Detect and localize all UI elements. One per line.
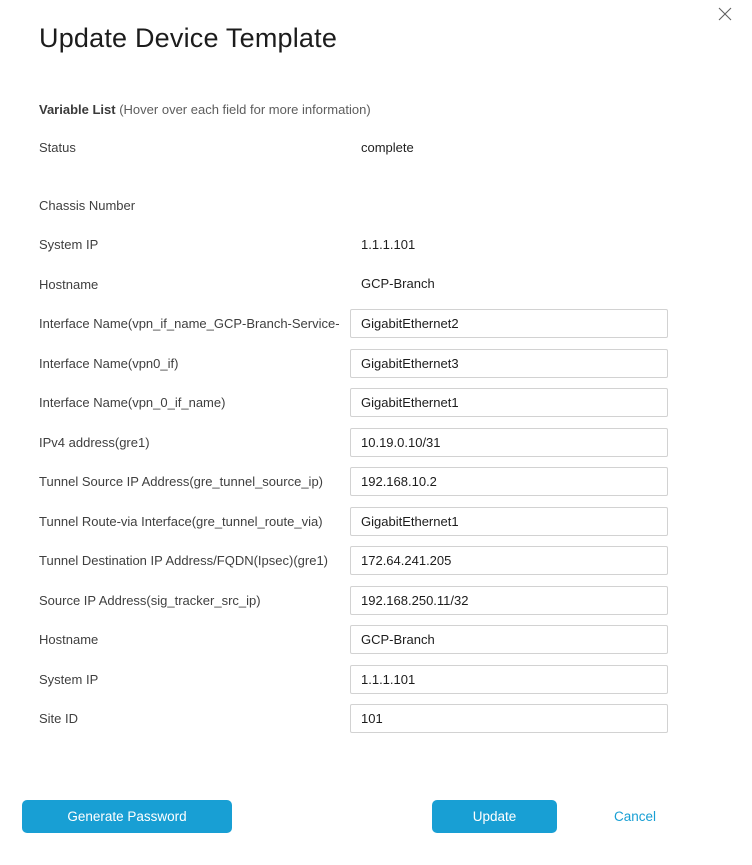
field-value-cell [350, 139, 668, 157]
field-label: Status [39, 140, 76, 156]
field-label: Chassis Number [39, 197, 136, 213]
field-row-interface-name-vpn-if-name-gcp-branch-se [39, 304, 668, 344]
field-label: IPv4 address(gre1) [39, 434, 150, 450]
field-label: Tunnel Destination IP Address/FQDN(Ipsec)(gre1) [39, 553, 329, 569]
field-row-ipv4-address-gre1 [39, 423, 668, 463]
field-row-interface-name-vpn-0-if-name [39, 383, 668, 423]
generate-password-button[interactable]: Generate Password [22, 800, 232, 833]
field-label: Site ID [39, 711, 79, 727]
field-input-site-id[interactable] [350, 704, 668, 733]
field-label: Source IP Address(sig_tracker_src_ip) [39, 592, 261, 608]
field-label: Hostname [39, 276, 99, 292]
field-value-cell [350, 388, 668, 417]
field-input-ipv4-address-gre1[interactable] [350, 428, 668, 457]
variable-list-hint: (Hover over each field for more information) [119, 102, 371, 117]
field-row-tunnel-source-ip-address-gre-tunnel-sour [39, 462, 668, 502]
field-row-chassis-number [39, 186, 668, 226]
field-value-cell [350, 586, 668, 615]
field-static-value: 1.1.1.101 [361, 236, 416, 252]
dialog-title: Update Device Template [39, 23, 338, 53]
field-input-tunnel-source-ip-address-gre-tunnel-sour[interactable] [350, 467, 668, 496]
update-button[interactable]: Update [432, 800, 557, 833]
field-value-cell [350, 236, 668, 254]
field-label: Interface Name(vpn_0_if_name) [39, 395, 226, 411]
field-value-cell [350, 546, 668, 575]
field-row-hostname [39, 620, 668, 660]
field-row-hostname [39, 265, 668, 305]
field-row-interface-name-vpn0-if [39, 344, 668, 384]
field-static-value: complete [361, 139, 414, 155]
field-value-cell [350, 625, 668, 654]
field-row-tunnel-destination-ip-address-fqdn-ipsec [39, 541, 668, 581]
cancel-button[interactable]: Cancel [614, 809, 657, 824]
field-static-value: GCP-Branch [361, 276, 435, 292]
field-row-tunnel-route-via-interface-gre-tunnel-ro [39, 502, 668, 542]
field-value-cell [350, 275, 668, 293]
field-label: System IP [39, 671, 99, 687]
field-value-cell [350, 428, 668, 457]
field-input-system-ip[interactable] [350, 665, 668, 694]
field-row-system-ip [39, 225, 668, 265]
field-static-value [350, 197, 361, 212]
field-label: Hostname [39, 632, 99, 648]
field-row-site-id [39, 699, 668, 739]
field-label: Interface Name(vpn0_if) [39, 355, 179, 371]
field-row-source-ip-address-sig-tracker-src-ip [39, 581, 668, 621]
field-label: System IP [39, 237, 99, 253]
field-value-cell [350, 196, 668, 214]
field-row-system-ip [39, 660, 668, 700]
field-input-tunnel-destination-ip-address-fqdn-ipsec[interactable] [350, 546, 668, 575]
field-input-interface-name-vpn-0-if-name[interactable] [350, 388, 668, 417]
field-value-cell [350, 309, 668, 338]
variable-list-heading [39, 101, 752, 118]
close-icon-glyph [717, 6, 733, 22]
field-value-cell [350, 467, 668, 496]
field-input-source-ip-address-sig-tracker-src-ip[interactable] [350, 586, 668, 615]
field-row-status [39, 128, 668, 168]
field-value-cell [350, 665, 668, 694]
field-value-cell [350, 704, 668, 733]
field-input-interface-name-vpn-if-name-gcp-branch-se[interactable] [350, 309, 668, 338]
field-label: Tunnel Route-via Interface(gre_tunnel_route_via) [39, 513, 323, 529]
variable-list [39, 128, 668, 739]
dialog-footer [0, 800, 752, 833]
field-input-hostname[interactable] [350, 625, 668, 654]
close-icon[interactable] [717, 6, 733, 22]
field-label: Interface Name(vpn_if_name_GCP-Branch-Service- [39, 316, 340, 332]
field-input-tunnel-route-via-interface-gre-tunnel-ro[interactable] [350, 507, 668, 536]
field-label: Tunnel Source IP Address(gre_tunnel_source_ip) [39, 474, 324, 490]
field-input-interface-name-vpn0-if[interactable] [350, 349, 668, 378]
field-value-cell [350, 507, 668, 536]
variable-list-title: Variable List [39, 102, 116, 117]
field-value-cell [350, 349, 668, 378]
